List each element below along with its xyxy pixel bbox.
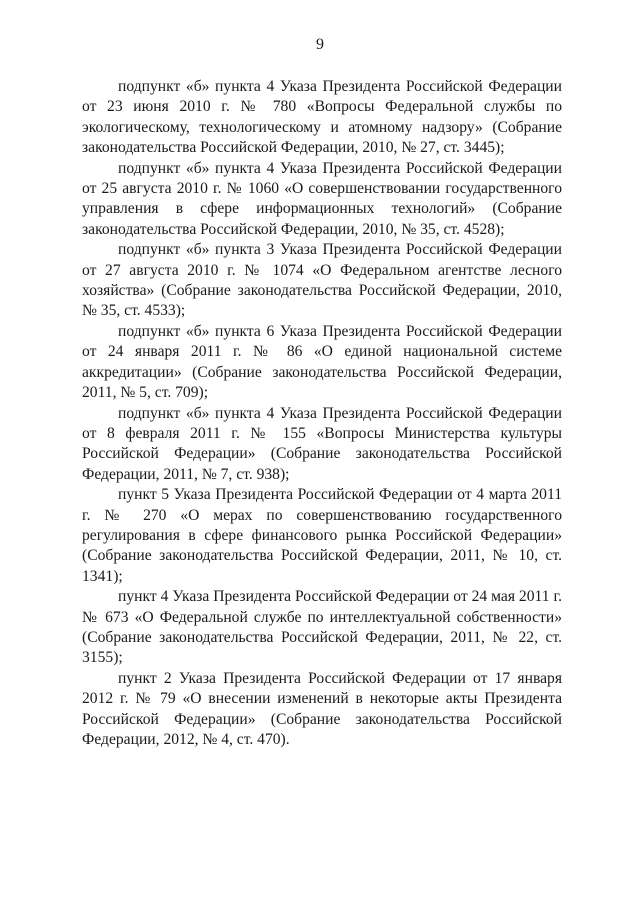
list-item: подпункт «б» пункта 6 Указа Президента Российской Федерации от 24 января 2011 г. № 86 «О единой национальной системе аккредитации» (Собрание законодательства Российской Федерации, 2011, № 5, ст. 709);: [82, 322, 562, 402]
page-number: 9: [316, 36, 324, 53]
list-item: пункт 2 Указа Президента Российской Федерации от 17 января 2012 г. № 79 «О внесении изменений в некоторые акты Президента Российской Федерации» (Собрание законодательства Российской Федерации, 2012, № 4, ст. 470).: [82, 669, 562, 748]
list-item: подпункт «б» пункта 4 Указа Президента Российской Федерации от 23 июня 2010 г. № 780 «Вопросы Федеральной службы по экологическому, технологическому и атомному надзору» (Собрание законодательства Российской Федерации, 2010, № 27, ст. 3445);: [82, 78, 562, 157]
document-body: [82, 77, 562, 750]
list-item: пункт 5 Указа Президента Российской Федерации от 4 марта 2011 г. № 270 «О мерах по совершенствованию государственного регулирования в сфере финансового рынка Российской Федерации» (Собрание законодательства Российской Федерации, 2011, № 10, ст. 1341);: [82, 486, 562, 585]
list-item: подпункт «б» пункта 3 Указа Президента Российской Федерации от 27 августа 2010 г. № 1074 «О Федеральном агентстве лесного хозяйства» (Собрание законодательства Российской Федерации, 2010, № 35, ст. 4533);: [82, 241, 562, 320]
list-item: пункт 4 Указа Президента Российской Федерации от 24 мая 2011 г. № 673 «О Федеральной службе по интеллектуальной собственности» (Собрание законодательства Российской Федерации, 2011, № 22, ст. 3155);: [82, 588, 562, 667]
list-item: подпункт «б» пункта 4 Указа Президента Российской Федерации от 8 февраля 2011 г. № 155 «Вопросы Министерства культуры Российской Федерации» (Собрание законодательства Российской Федерации, 2011, № 7, ст. 938);: [82, 404, 562, 483]
list-item: подпункт «б» пункта 4 Указа Президента Российской Федерации от 25 августа 2010 г. № 1060 «О совершенствовании государственного управления в сфере информационных технологий» (Собрание законодательства Российской Федерации, 2010, № 35, ст. 4528);: [82, 159, 562, 238]
